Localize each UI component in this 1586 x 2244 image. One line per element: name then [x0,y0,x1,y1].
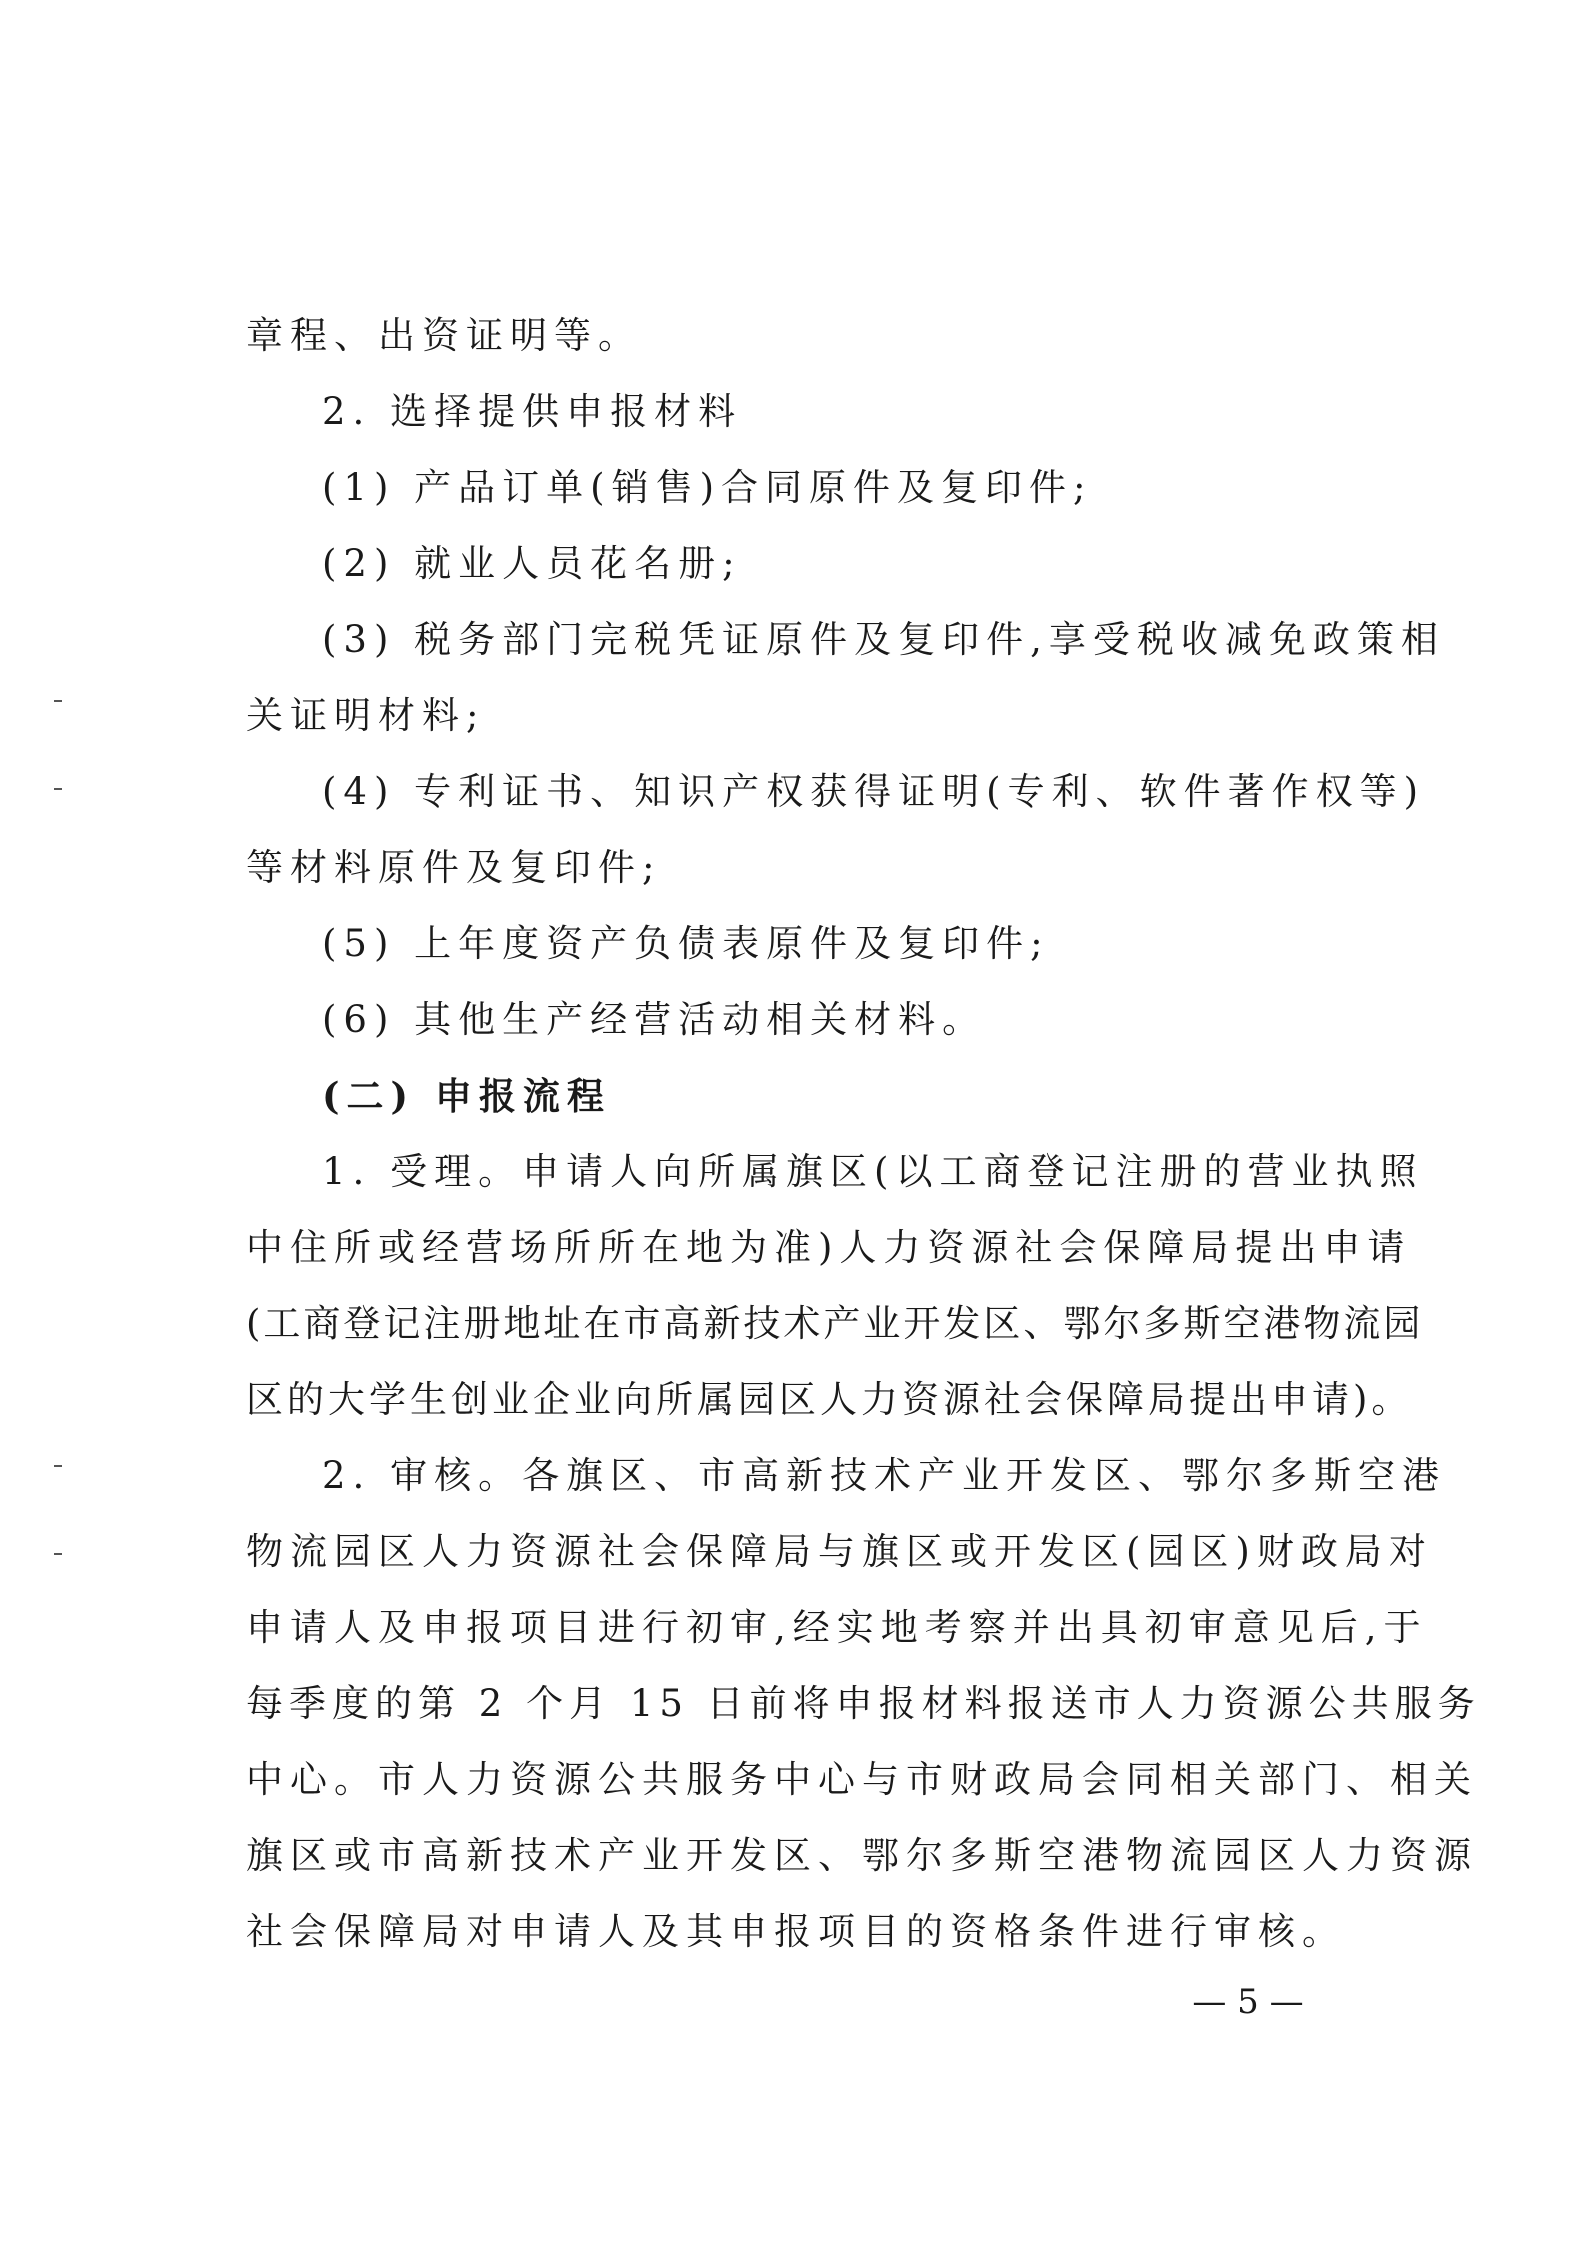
margin-mark [54,700,62,702]
body-line: 2. 审核。各旗区、市高新技术产业开发区、鄂尔多斯空港 [322,1454,1447,1497]
page-number: — 5 — [1192,1982,1304,2022]
body-line: 社会保障局对申请人及其申报项目的资格条件进行审核。 [246,1910,1346,1953]
body-line: 申请人及申报项目进行初审,经实地考察并出具初审意见后,于 [246,1606,1428,1649]
body-line: (2) 就业人员花名册; [322,542,742,585]
body-line: (5) 上年度资产负债表原件及复印件; [322,922,1050,965]
body-line: 1. 受理。申请人向所属旗区(以工商登记注册的营业执照 [322,1150,1424,1193]
body-line: 物流园区人力资源社会保障局与旗区或开发区(园区)财政局对 [246,1530,1433,1573]
margin-mark [54,788,62,790]
body-line: 每季度的第 2 个月 15 日前将申报材料报送市人力资源公共服务 [246,1682,1481,1725]
body-line: 等材料原件及复印件; [246,846,662,889]
margin-mark [54,1553,62,1555]
body-line: (6) 其他生产经营活动相关材料。 [322,998,987,1041]
body-line: (4) 专利证书、知识产权获得证明(专利、软件著作权等) [322,770,1426,813]
body-line: 章程、出资证明等。 [246,314,642,357]
body-line: (3) 税务部门完税凭证原件及复印件,享受税收减免政策相 [322,618,1445,661]
body-line: (工商登记注册地址在市高新技术产业开发区、鄂尔多斯空港物流园 [246,1302,1424,1345]
body-line: 关证明材料; [246,694,486,737]
body-line: 旗区或市高新技术产业开发区、鄂尔多斯空港物流园区人力资源 [246,1834,1478,1877]
margin-mark [54,1465,62,1467]
body-line: (1) 产品订单(销售)合同原件及复印件; [322,466,1093,509]
section-heading: (二) 申报流程 [322,1074,611,1118]
body-line: 区的大学生创业企业向所属园区人力资源社会保障局提出申请)。 [246,1378,1413,1421]
body-line: 中住所或经营场所所在地为准)人力资源社会保障局提出申请 [246,1226,1412,1269]
body-line: 2. 选择提供申报材料 [322,390,743,433]
body-line: 中心。市人力资源公共服务中心与市财政局会同相关部门、相关 [246,1758,1478,1801]
